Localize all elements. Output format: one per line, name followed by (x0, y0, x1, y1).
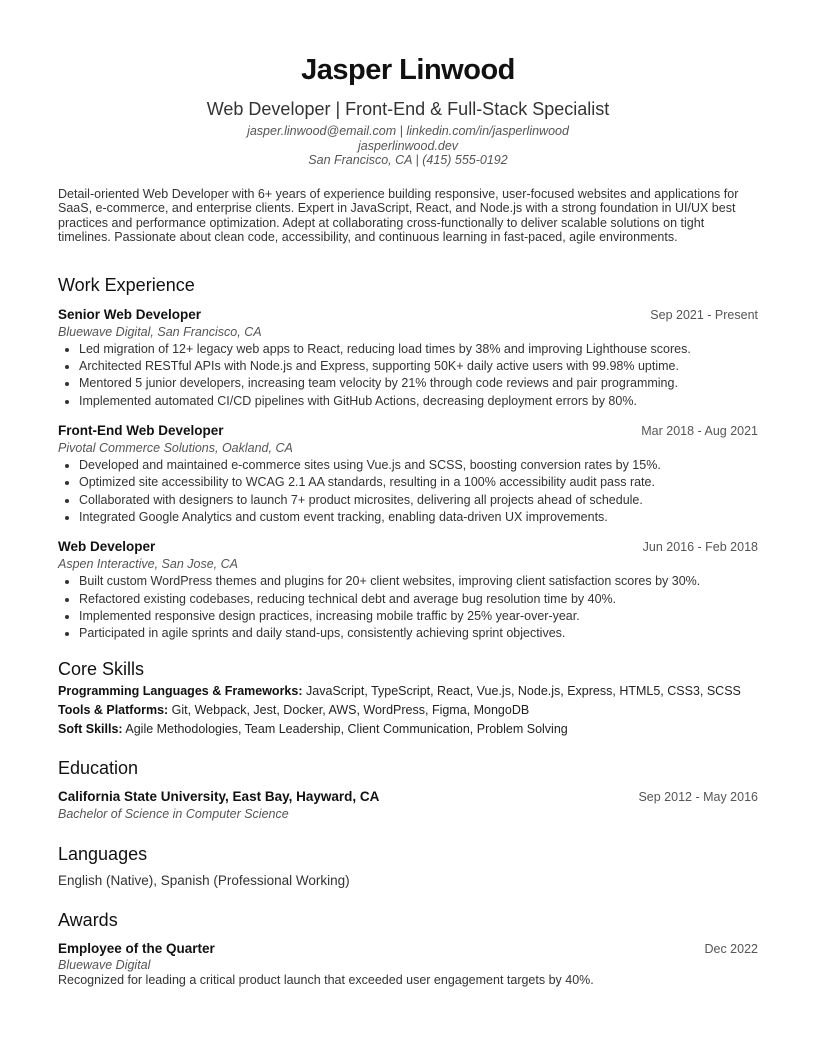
job-entry (58, 306, 758, 410)
job-bullet: • Built custom WordPress themes and plugins for 20+ client websites, improving client satisfaction scores by 30%. (79, 573, 758, 590)
job-bullets (58, 341, 758, 410)
job-title: Front-End Web Developer (58, 423, 224, 439)
job-company: Aspen Interactive, San Jose, CA (58, 557, 238, 572)
skill-label: Programming Languages & Frameworks: (58, 684, 303, 699)
job-date: Sep 2021 - Present (650, 307, 758, 322)
skill-line-tools (58, 703, 758, 718)
candidate-name: Jasper Linwood (301, 54, 515, 86)
job-bullet: • Led migration of 12+ legacy web apps to React, reducing load times by 38% and improving Lighthouse scores. (79, 341, 758, 358)
job-bullet: • Developed and maintained e-commerce sites using Vue.js and SCSS, boosting conversion rates by 15%. (79, 457, 758, 474)
job-company: Bluewave Digital, San Francisco, CA (58, 324, 262, 339)
job-bullet: • Refactored existing codebases, reducing technical debt and average bug resolution time by 40%. (79, 591, 758, 608)
school-name: California State University, East Bay, Hayward, CA (58, 789, 380, 805)
skill-value: JavaScript, TypeScript, React, Vue.js, Node.js, Express, HTML5, CSS3, SCSS (302, 684, 741, 699)
languages-section (58, 843, 758, 889)
languages-list: English (Native), Spanish (Professional Working) (58, 873, 350, 889)
skill-label: Tools & Platforms: (58, 703, 169, 718)
job-company: Pivotal Commerce Solutions, Oakland, CA (58, 441, 293, 456)
core-skills-section (58, 658, 758, 737)
awards-section (58, 909, 758, 988)
contact-website[interactable]: jasperlinwood.dev (357, 138, 459, 153)
contact-email-linkedin[interactable]: jasper.linwood@email.com | linkedin.com/in/jasperlinwood (247, 124, 569, 138)
section-heading-skills: Core Skills (58, 659, 145, 680)
work-experience-section (58, 274, 758, 643)
resume-page (58, 52, 758, 988)
skill-value: Git, Webpack, Jest, Docker, AWS, WordPress, Figma, MongoDB (168, 703, 530, 718)
job-bullet: • Implemented responsive design practices, increasing mobile traffic by 25% year-over-year. (79, 608, 758, 625)
job-date: Mar 2018 - Aug 2021 (641, 424, 758, 439)
skill-label: Soft Skills: (58, 722, 123, 737)
job-bullet: • Optimized site accessibility to WCAG 2.1 AA standards, resulting in a 100% accessibility audit pass rate. (79, 474, 758, 491)
contact-location-phone: San Francisco, CA | (415) 555-0192 (308, 153, 508, 167)
education-section (58, 757, 758, 823)
candidate-headline: Web Developer | Front-End & Full-Stack Specialist (206, 99, 610, 119)
job-bullet: • Mentored 5 junior developers, increasing team velocity by 21% through code reviews and pair programming. (79, 375, 758, 392)
job-bullet: • Integrated Google Analytics and custom event tracking, enabling data-driven UX improvements. (79, 509, 758, 526)
section-heading-experience: Work Experience (58, 274, 195, 295)
job-bullets (58, 457, 758, 526)
award-entry (58, 940, 758, 988)
job-date: Jun 2016 - Feb 2018 (642, 540, 758, 555)
award-date: Dec 2022 (704, 942, 758, 957)
degree: Bachelor of Science in Computer Science (58, 807, 289, 822)
job-bullets (58, 573, 758, 642)
section-heading-languages: Languages (58, 844, 148, 865)
education-entry (58, 788, 758, 823)
job-title: Senior Web Developer (58, 306, 202, 322)
job-entry (58, 422, 758, 526)
section-heading-education: Education (58, 758, 139, 779)
section-heading-awards: Awards (58, 910, 118, 931)
education-date: Sep 2012 - May 2016 (638, 790, 758, 805)
job-title: Web Developer (58, 539, 156, 555)
job-entry (58, 538, 758, 642)
job-bullet: • Implemented automated CI/CD pipelines with GitHub Actions, decreasing deployment errors by 80%. (79, 393, 758, 410)
professional-summary: Detail-oriented Web Developer with 6+ years of experience building responsive, user-focused websites and applications for SaaS, e-commerce, and enterprise clients. Expert in JavaScript, React, and Node.js with a strong foundation in UI/UX best practices and performance optimization. Adept at collaborating cross-functionally to deliver scalable solutions on tight timelines. Passionate about clean code, accessibility, and continuous learning in fast-paced, agile environments. (58, 186, 739, 245)
skill-line-soft (58, 722, 758, 737)
job-bullet: • Architected RESTful APIs with Node.js and Express, supporting 50K+ daily active users with 99.98% uptime. (79, 358, 758, 375)
award-description: Recognized for leading a critical product launch that exceeded user engagement targets by 40%. (58, 973, 594, 988)
skill-line-languages (58, 684, 758, 699)
job-bullet: • Collaborated with designers to launch 7+ product microsites, delivering all projects ahead of schedule. (79, 492, 758, 509)
job-bullet: • Participated in agile sprints and daily stand-ups, consistently achieving sprint objectives. (79, 625, 758, 642)
award-organization: Bluewave Digital (58, 958, 151, 973)
contact-info (58, 124, 758, 168)
skill-value: Agile Methodologies, Team Leadership, Client Communication, Problem Solving (122, 722, 568, 737)
award-title: Employee of the Quarter (58, 941, 215, 957)
